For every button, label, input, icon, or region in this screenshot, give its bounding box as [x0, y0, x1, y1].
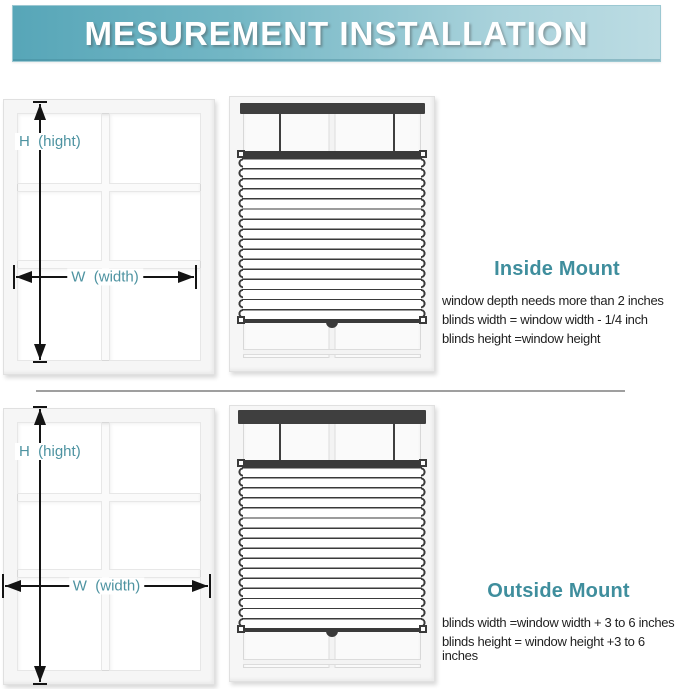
- window-opening: [243, 419, 421, 668]
- arrow-tick: [33, 683, 47, 685]
- window-mullion: [243, 349, 421, 355]
- rail-end-cap: [419, 459, 427, 467]
- info-line: window depth needs more than 2 inches: [442, 293, 664, 308]
- blind-window-outside: [229, 405, 435, 682]
- info-line: blinds width = window width - 1/4 inch: [442, 312, 648, 327]
- arrow-head-right-icon: [192, 580, 208, 592]
- arrow-tick: [13, 265, 15, 289]
- window-pane: [17, 501, 102, 571]
- arrow-tick: [209, 574, 211, 598]
- width-label: W (width): [67, 269, 143, 286]
- outside-mount-info: [438, 580, 679, 668]
- rail-end-cap: [419, 150, 427, 158]
- blind-bottom-rail: [241, 628, 423, 632]
- window-pane: [109, 191, 201, 260]
- outside-mount-title: Outside Mount: [487, 580, 630, 602]
- info-line: blinds height =window height: [442, 331, 601, 346]
- window-mullion: [243, 659, 421, 665]
- info-line: blinds height = window height +3 to 6 inches: [442, 634, 645, 663]
- height-label: H (hight): [15, 133, 85, 150]
- height-label: H (hight): [15, 443, 85, 460]
- arrow-tick: [33, 101, 47, 103]
- blind-bottom-rail: [241, 319, 423, 323]
- inside-mount-info: [438, 258, 676, 351]
- window-pane: [109, 501, 201, 571]
- blind-pleats: [242, 467, 422, 628]
- pleated-blind: [241, 151, 423, 323]
- window-pane: [109, 113, 201, 184]
- blind-top-rail: [241, 151, 423, 158]
- arrow-head-down-icon: [34, 666, 46, 682]
- window-opening: [243, 110, 421, 358]
- width-measure-arrow: [13, 265, 197, 289]
- window-pane: [17, 191, 102, 260]
- blind-headrail-bar: [240, 103, 425, 114]
- pleated-blind: [241, 460, 423, 632]
- section-divider: [36, 390, 625, 392]
- blind-cord: [393, 424, 395, 460]
- arrow-tick: [195, 265, 197, 289]
- header-banner: [12, 5, 661, 62]
- info-line: blinds width =window width + 3 to 6 inches: [442, 615, 675, 630]
- rail-end-cap: [237, 625, 245, 633]
- arrow-head-down-icon: [34, 344, 46, 360]
- blind-headrail-bar: [238, 410, 426, 424]
- blind-cord: [279, 114, 281, 151]
- rail-end-cap: [419, 316, 427, 324]
- arrow-tick: [2, 574, 4, 598]
- arrow-tick: [33, 361, 47, 363]
- window-pane: [109, 422, 201, 494]
- rail-end-cap: [237, 150, 245, 158]
- rail-end-cap: [419, 625, 427, 633]
- arrow-head-right-icon: [178, 271, 194, 283]
- arrow-tick: [33, 406, 47, 408]
- blind-pleats: [242, 158, 422, 319]
- blind-top-rail: [241, 460, 423, 467]
- width-measure-arrow: [2, 574, 211, 598]
- blind-cord: [279, 424, 281, 460]
- rail-end-cap: [237, 316, 245, 324]
- page-title: MESUREMENT INSTALLATION: [84, 14, 589, 52]
- blind-cord: [393, 114, 395, 151]
- inside-mount-title: Inside Mount: [494, 258, 620, 280]
- width-label: W (width): [69, 578, 145, 595]
- blind-window-inside: [229, 96, 435, 372]
- rail-end-cap: [237, 459, 245, 467]
